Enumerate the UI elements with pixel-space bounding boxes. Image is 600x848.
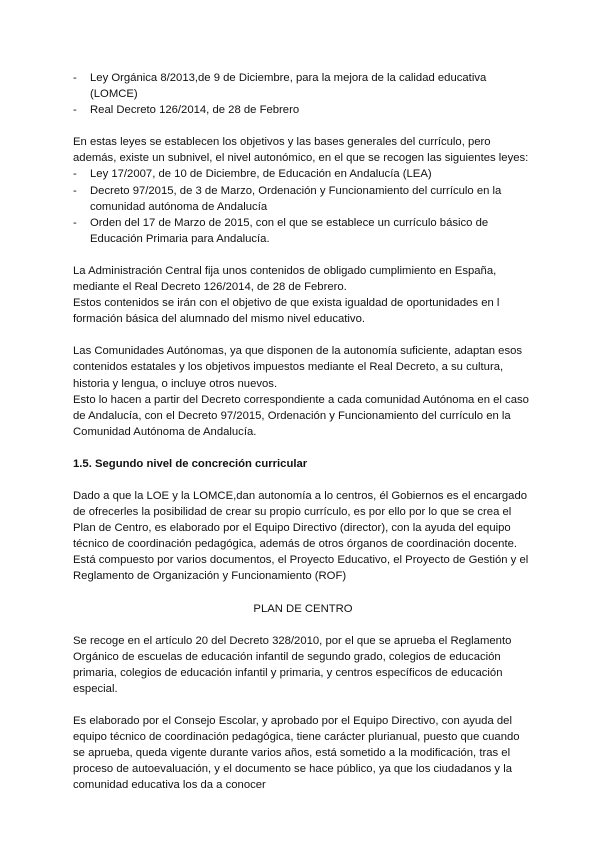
document-body xyxy=(73,70,533,793)
paragraph-ccaa: Las Comunidades Autónomas, ya que disponen de la autonomía suficiente, adaptan esos contenidos estatales y los objetivos impuestos mediante el Real Decreto, a su cultura, historia y lengua, o incluye otros nuevos. xyxy=(73,345,523,390)
list-item: - Ley Orgánica 8/2013,de 9 de Diciembre, para la mejora de la calidad educativa (LOMCE) xyxy=(73,70,533,102)
section-heading: 1.5. Segundo nivel de concreción curricular xyxy=(73,457,308,470)
paragraph-intro: En estas leyes se establecen los objetivos y las bases generales del currículo, pero además, existe un subnivel, el nivel autonómico, en el que se recogen las siguientes leyes: xyxy=(73,136,529,165)
list-item: - Decreto 97/2015, de 3 de Marzo, Ordenación y Funcionamiento del currículo en la comunidad autónoma de Andalucía xyxy=(73,183,533,215)
list-item: - Ley 17/2007, de 10 de Diciembre, de Educación en Andalucía (LEA) xyxy=(73,166,533,182)
list-item: - Real Decreto 126/2014, de 28 de Febrero xyxy=(73,102,533,118)
paragraph-loe-lomce: Dado a que la LOE y la LOMCE,dan autonomía a lo centros, él Gobiernos es el encargado de ofrecerles la posibilidad de crear su propio currículo, es por ello por lo que se crea el Plan de Centro, es elaborado por el Equipo Directivo (director), con la ayuda del equipo técnico de coordinación pedagógica, además de otros órganos de coordinación docente. Está compuesto por varios documentos, el Proyecto Educativo, el Proyecto de Gestión y el Reglamento de Organización y Funcionamiento (ROF) xyxy=(73,489,529,583)
laws-list-national xyxy=(73,70,533,118)
paragraph-admin-central: La Administración Central fija unos contenidos de obligado cumplimiento en España, mediante el Real Decreto 126/2014, de 28 de Febrero. xyxy=(73,264,497,294)
paragraph-decreto-328: Se recoge en el artículo 20 del Decreto 328/2010, por el que se aprueba el Reglamento Orgánico de escuelas de educación infantil de segundo grado, colegios de educación primaria, colegios de educación infantil y primaria, y centros específicos de educación especial. xyxy=(73,634,512,695)
list-item: - Orden del 17 de Marzo de 2015, con el que se establece un currículo básico de Educación Primaria para Andalucía. xyxy=(73,215,533,247)
laws-list-regional xyxy=(73,166,533,246)
paragraph-ccaa-decreto: Esto lo hacen a partir del Decreto correspondiente a cada comunidad Autónoma en el caso de Andalucía, con el Decreto 97/2015, Ordenación y Funcionamiento del currículo en la Comunidad Autónoma de Andalucía. xyxy=(73,393,529,438)
paragraph-admin-contents: Estos contenidos se irán con el objetivo de que exista igualdad de oportunidades en l formación básica del alumnado del mismo nivel educativo. xyxy=(73,297,500,326)
plan-de-centro-title: PLAN DE CENTRO xyxy=(253,602,353,615)
paragraph-consejo-escolar: Es elaborado por el Consejo Escolar, y aprobado por el Equipo Directivo, con ayuda del equipo técnico de coordinación pedagógica, tiene carácter plurianual, puesto que cuando se aprueba, queda vigente durante varios años, está sometido a la modificación, tras el proceso de autoevaluación, y el documento se hace público, ya que los ciudadanos y la comunidad educativa los da a conocer xyxy=(73,715,520,792)
